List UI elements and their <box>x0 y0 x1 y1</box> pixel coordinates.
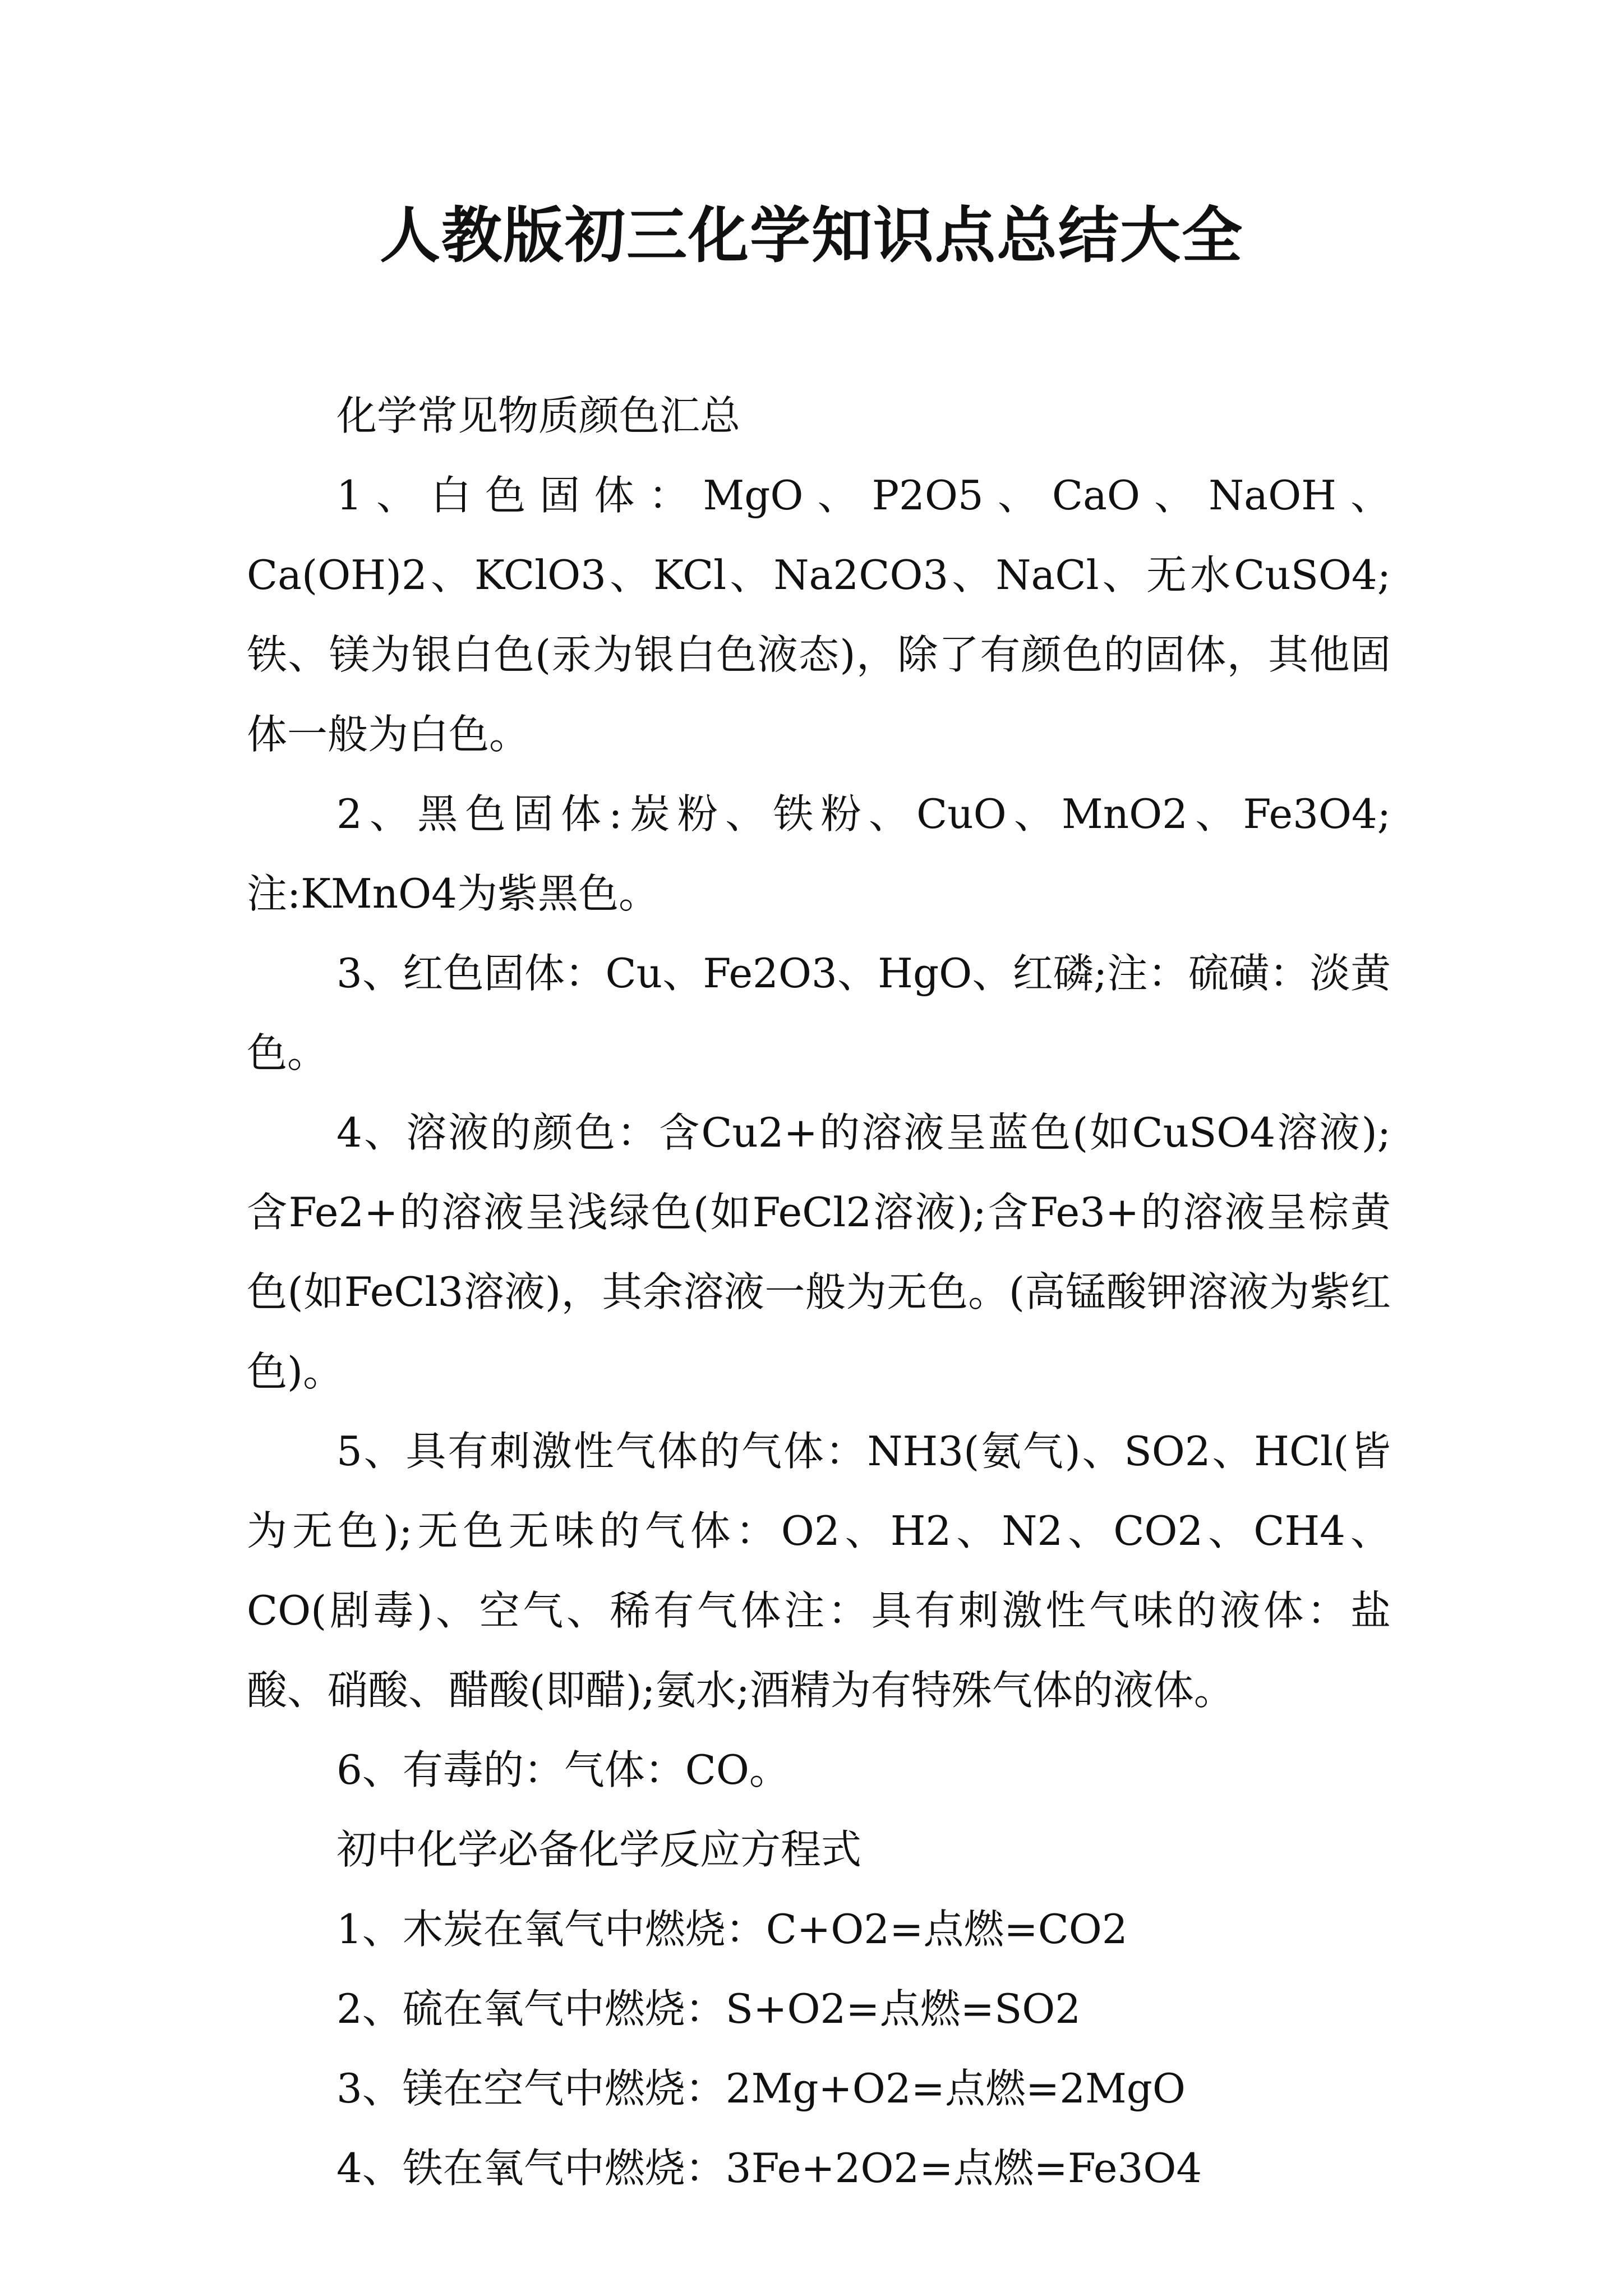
list-item: 1、白色固体：MgO、P2O5、CaO、NaOH、Ca(OH)2、KClO3、KCl、Na2CO3、NaCl、无水CuSO4;铁、镁为银白色(汞为银白色液态)，除了有颜色的固体，其他固体一般为白色。 <box>247 472 1391 758</box>
list-item: 2、硫在氧气中燃烧：S+O2=点燃=SO2 <box>336 1985 1081 2032</box>
page-title: 人教版初三化学知识点总结大全 <box>379 200 1243 271</box>
list-item: 1、木炭在氧气中燃烧：C+O2=点燃=CO2 <box>336 1906 1128 1953</box>
section-heading-colors: 化学常见物质颜色汇总 <box>336 392 741 439</box>
list-item: 3、红色固体：Cu、Fe2O3、HgO、红磷;注：硫磺：淡黄色。 <box>247 950 1391 1076</box>
list-item: 6、有毒的：气体：CO。 <box>336 1746 790 1793</box>
list-item: 3、镁在空气中燃烧：2Mg+O2=点燃=2MgO <box>336 2065 1186 2112</box>
document-body <box>247 376 1391 2208</box>
section-heading-equations: 初中化学必备化学反应方程式 <box>336 1826 862 1873</box>
list-item: 5、具有刺激性气体的气体：NH3(氨气)、SO2、HCl(皆为无色);无色无味的气体：O2、H2、N2、CO2、CH4、CO(剧毒)、空气、稀有气体注：具有刺激性气味的液体：盐酸、硝酸、醋酸(即醋);氨水;酒精为有特殊气体的液体。 <box>247 1428 1391 1714</box>
list-item: 4、溶液的颜色：含Cu2+的溶液呈蓝色(如CuSO4溶液);含Fe2+的溶液呈浅绿色(如FeCl2溶液);含Fe3+的溶液呈棕黄色(如FeCl3溶液)，其余溶液一般为无色。(高锰酸钾溶液为紫红色)。 <box>247 1109 1391 1395</box>
list-item: 4、铁在氧气中燃烧：3Fe+2O2=点燃=Fe3O4 <box>336 2145 1202 2192</box>
list-item: 2、黑色固体:炭粉、铁粉、CuO、MnO2、Fe3O4;注:KMnO4为紫黑色。 <box>247 790 1391 917</box>
